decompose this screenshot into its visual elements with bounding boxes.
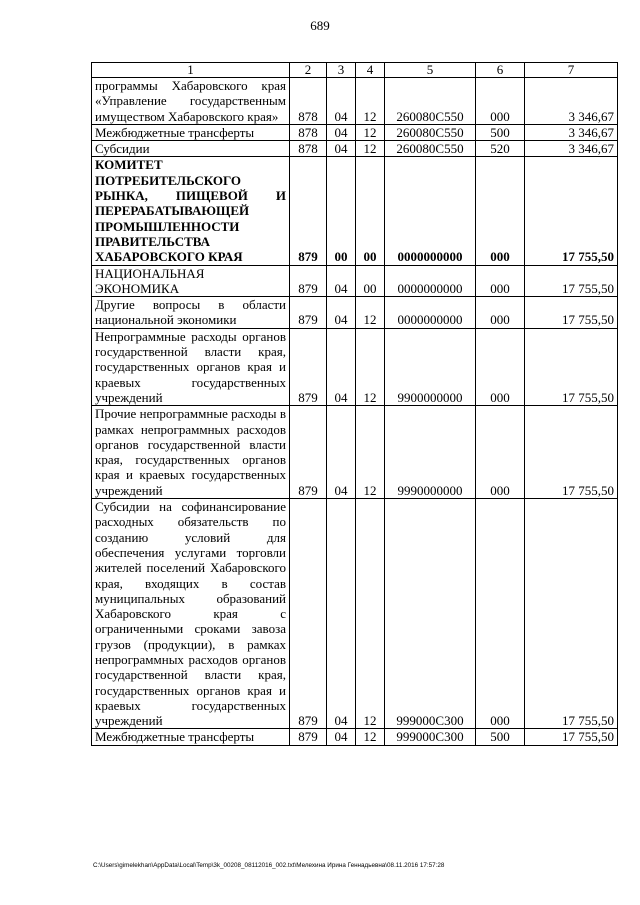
expense-type-code: 000 xyxy=(476,297,525,329)
section-code: 04 xyxy=(327,265,356,297)
subsection-code: 12 xyxy=(356,297,385,329)
amount: 17 755,50 xyxy=(525,729,618,745)
ministry-code: 879 xyxy=(290,265,327,297)
expense-type-code: 500 xyxy=(476,124,525,140)
column-header: 1 xyxy=(92,63,290,78)
target-article-code: 999000C300 xyxy=(385,729,476,745)
expense-name: Межбюджетные трансферты xyxy=(92,124,290,140)
ministry-code: 878 xyxy=(290,124,327,140)
table-row xyxy=(92,297,618,329)
column-header: 7 xyxy=(525,63,618,78)
ministry-code: 879 xyxy=(290,729,327,745)
amount: 17 755,50 xyxy=(525,157,618,265)
target-article-code: 0000000000 xyxy=(385,265,476,297)
ministry-code: 878 xyxy=(290,78,327,125)
amount: 17 755,50 xyxy=(525,499,618,729)
ministry-code: 879 xyxy=(290,499,327,729)
expense-type-code: 000 xyxy=(476,499,525,729)
subsection-code: 12 xyxy=(356,729,385,745)
expense-type-code: 000 xyxy=(476,265,525,297)
expense-type-code: 500 xyxy=(476,729,525,745)
section-code: 04 xyxy=(327,78,356,125)
amount: 3 346,67 xyxy=(525,78,618,125)
table-row xyxy=(92,124,618,140)
expense-name: Субсидии xyxy=(92,141,290,157)
section-code: 04 xyxy=(327,406,356,499)
expense-type-code: 000 xyxy=(476,157,525,265)
target-article-code: 260080C550 xyxy=(385,124,476,140)
section-code: 04 xyxy=(327,499,356,729)
section-code: 04 xyxy=(327,297,356,329)
table-row xyxy=(92,265,618,297)
table-row xyxy=(92,141,618,157)
subsection-code: 12 xyxy=(356,124,385,140)
amount: 17 755,50 xyxy=(525,406,618,499)
subsection-code: 12 xyxy=(356,141,385,157)
page-number: 689 xyxy=(310,18,330,33)
table-row xyxy=(92,328,618,405)
section-code: 04 xyxy=(327,124,356,140)
ministry-code: 879 xyxy=(290,297,327,329)
column-header: 6 xyxy=(476,63,525,78)
ministry-code: 879 xyxy=(290,157,327,265)
table-row xyxy=(92,157,618,265)
target-article-code: 260080C550 xyxy=(385,78,476,125)
expense-type-code: 000 xyxy=(476,406,525,499)
section-code: 04 xyxy=(327,328,356,405)
ministry-code: 879 xyxy=(290,328,327,405)
column-header: 4 xyxy=(356,63,385,78)
ministry-code: 878 xyxy=(290,141,327,157)
amount: 17 755,50 xyxy=(525,297,618,329)
target-article-code: 0000000000 xyxy=(385,157,476,265)
column-header: 5 xyxy=(385,63,476,78)
expense-name: НАЦИОНАЛЬНАЯ ЭКОНОМИКА xyxy=(92,265,290,297)
target-article-code: 9990000000 xyxy=(385,406,476,499)
section-code: 04 xyxy=(327,729,356,745)
subsection-code: 12 xyxy=(356,499,385,729)
amount: 17 755,50 xyxy=(525,265,618,297)
amount: 3 346,67 xyxy=(525,141,618,157)
target-article-code: 9900000000 xyxy=(385,328,476,405)
expense-name: Прочие непрограммные расходы в рамках непрограммных расходов органов государственной власти края, государственных органов края и краевых государственных учреждений xyxy=(92,406,290,499)
column-header: 2 xyxy=(290,63,327,78)
subsection-code: 12 xyxy=(356,328,385,405)
expense-type-code: 000 xyxy=(476,78,525,125)
subsection-code: 12 xyxy=(356,406,385,499)
expense-name: Субсидии на софинансирование расходных обязательств по созданию условий для обеспечения услугами торговли жителей поселений Хабаровского края, входящих в состав муниципальных образований Хабаровского края с ограниченными сроками завоза грузов (продукции), в рамках непрограммных расходов органов государственной власти края, государственных органов края и краевых государственных учреждений xyxy=(92,499,290,729)
subsection-code: 12 xyxy=(356,78,385,125)
target-article-code: 0000000000 xyxy=(385,297,476,329)
column-header: 3 xyxy=(327,63,356,78)
expense-type-code: 520 xyxy=(476,141,525,157)
footer-file-path: C:\Users\gimelekhan\AppData\Local\Temp\3k_00208_08112016_002.txt\Мелехина Ирина Геннадьевна\08.11.2016 17:57:28 xyxy=(93,862,445,869)
amount: 3 346,67 xyxy=(525,124,618,140)
expense-name: Межбюджетные трансферты xyxy=(92,729,290,745)
budget-table xyxy=(91,62,618,746)
table-row xyxy=(92,499,618,729)
section-code: 04 xyxy=(327,141,356,157)
subsection-code: 00 xyxy=(356,265,385,297)
target-article-code: 260080C550 xyxy=(385,141,476,157)
ministry-code: 879 xyxy=(290,406,327,499)
table-row xyxy=(92,729,618,745)
expense-name: Другие вопросы в области национальной экономики xyxy=(92,297,290,329)
table-header-row xyxy=(92,63,618,78)
expense-name: Непрограммные расходы органов государственной власти края, государственных органов края и краевых государственных учреждений xyxy=(92,328,290,405)
table-row xyxy=(92,406,618,499)
target-article-code: 999000C300 xyxy=(385,499,476,729)
expense-type-code: 000 xyxy=(476,328,525,405)
section-code: 00 xyxy=(327,157,356,265)
amount: 17 755,50 xyxy=(525,328,618,405)
subsection-code: 00 xyxy=(356,157,385,265)
expense-name: программы Хабаровского края «Управление государственным имуществом Хабаровского края» xyxy=(92,78,290,125)
expense-name: КОМИТЕТ ПОТРЕБИТЕЛЬСКОГО РЫНКА, ПИЩЕВОЙ И ПЕРЕРАБАТЫВАЮЩЕЙ ПРОМЫШЛЕННОСТИ ПРАВИТЕЛЬСТВА ХАБАРОВСКОГО КРАЯ xyxy=(92,157,290,265)
table-row xyxy=(92,78,618,125)
